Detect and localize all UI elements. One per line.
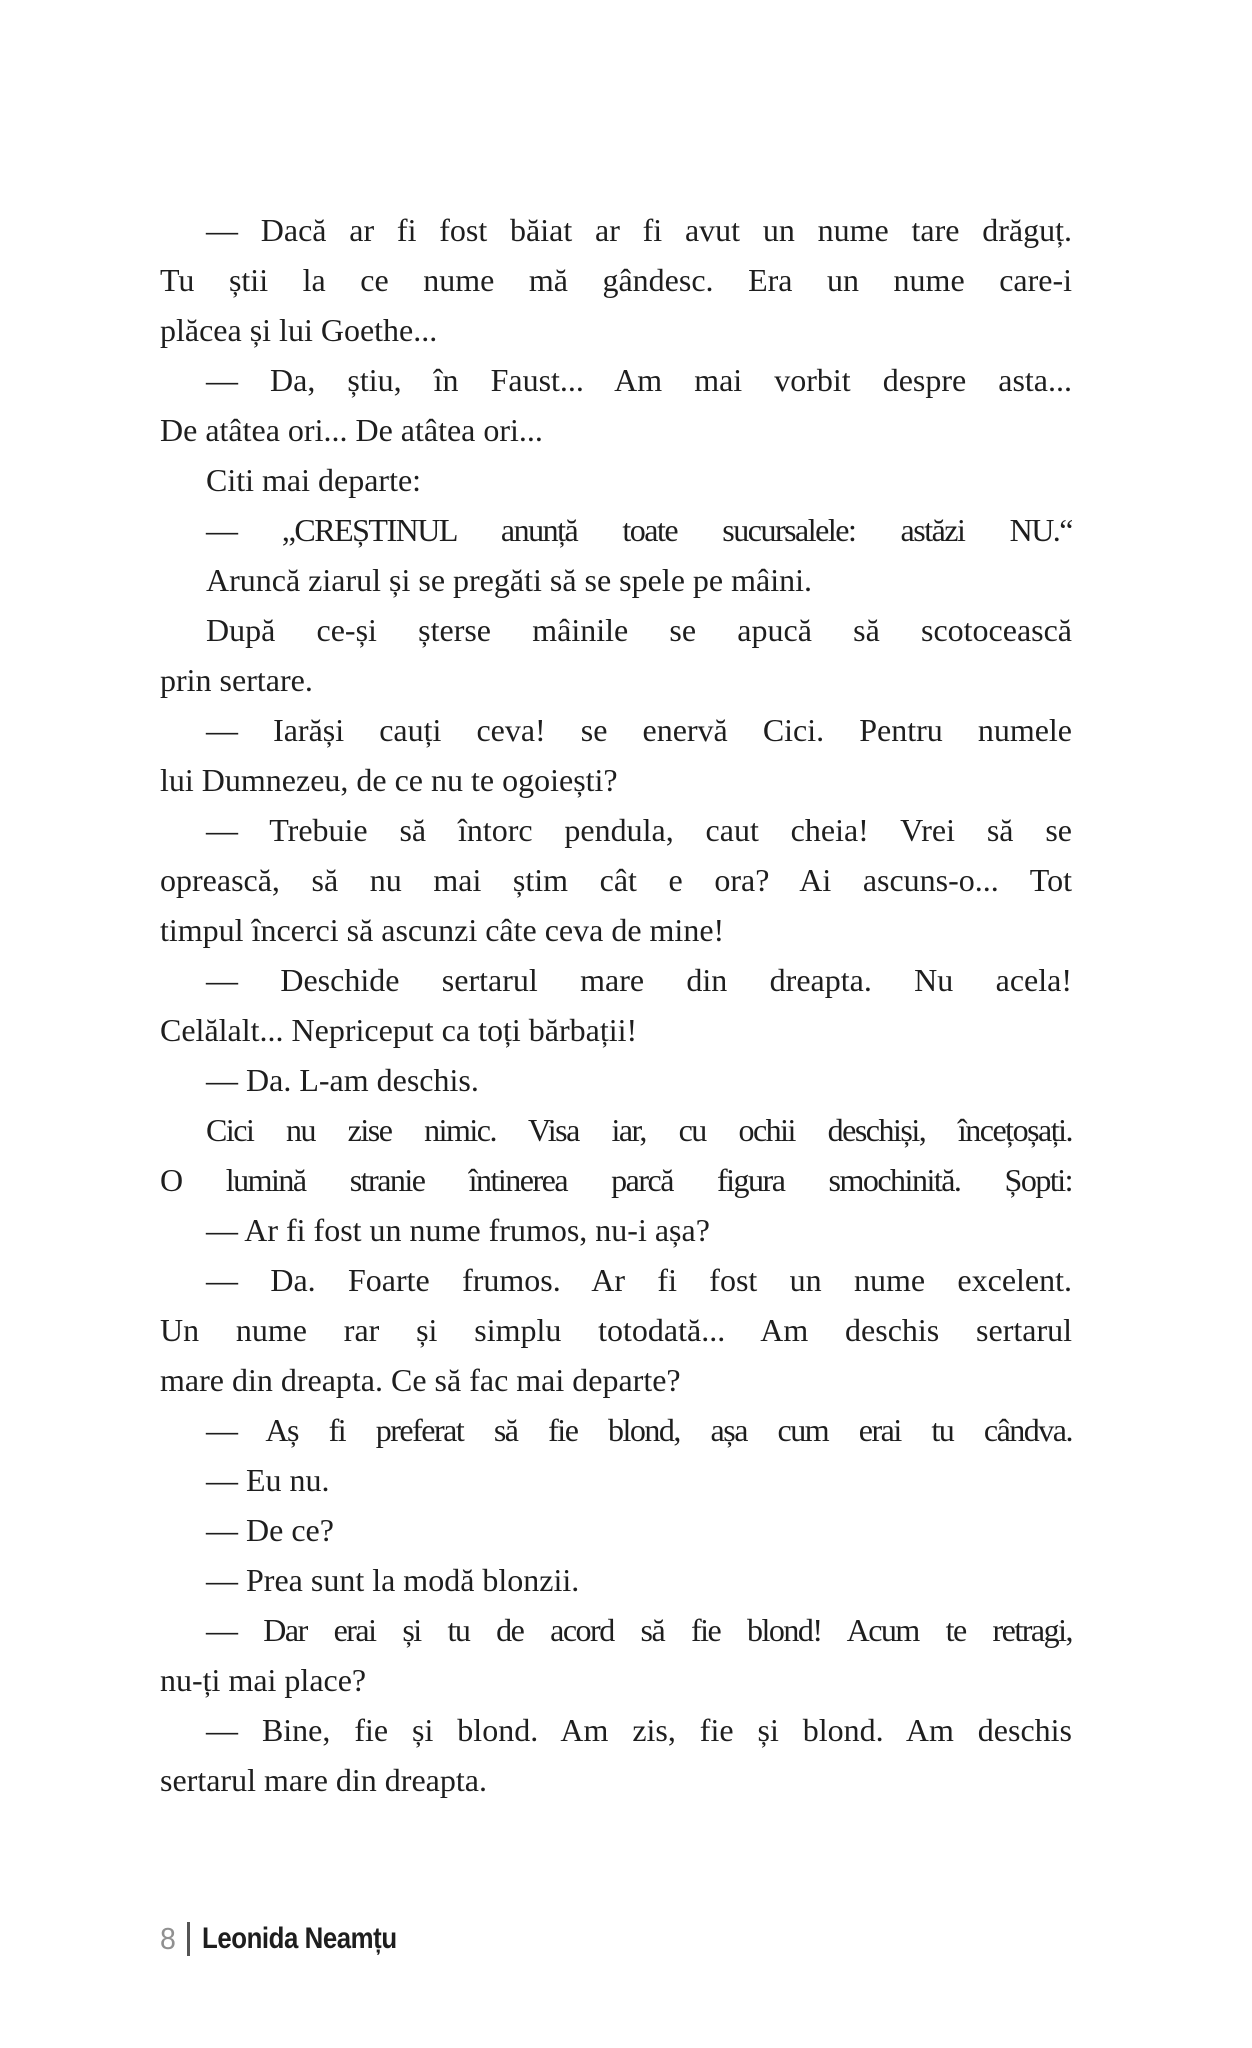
text-line: Un nume rar și simplu totodată... Am deschis sertarul — [160, 1312, 1072, 1348]
text-line: — Iarăși cauți ceva! se enervă Cici. Pentru numele — [206, 712, 1072, 748]
text-line: mare din dreapta. Ce să fac mai departe? — [160, 1362, 681, 1398]
text-line: Tu știi la ce nume mă gândesc. Era un nume care-i — [160, 262, 1072, 298]
body-text — [160, 205, 1072, 1805]
text-line: De atâtea ori... De atâtea ori... — [160, 412, 543, 448]
text-line: lui Dumnezeu, de ce nu te ogoiești? — [160, 762, 618, 798]
text-line: — Bine, fie și blond. Am zis, fie și blond. Am deschis — [206, 1712, 1072, 1748]
text-line: — Dar erai și tu de acord să fie blond! Acum te retragi, — [206, 1612, 1072, 1648]
text-line: — Da, știu, în Faust... Am mai vorbit despre asta... — [206, 362, 1072, 398]
text-line: — Da. L-am deschis. — [206, 1062, 479, 1098]
text-line: timpul încerci să ascunzi câte ceva de mine! — [160, 912, 725, 948]
page-number: 8 — [160, 1921, 176, 1956]
text-line: — Aș fi preferat să fie blond, așa cum erai tu cândva. — [206, 1412, 1072, 1448]
text-line: — Prea sunt la modă blonzii. — [206, 1562, 580, 1598]
text-line: Aruncă ziarul și se pregăti să se spele pe mâini. — [206, 562, 812, 598]
text-line: — „CREȘTINUL anunță toate sucursalele: astăzi NU.“ — [206, 512, 1072, 548]
text-line: plăcea și lui Goethe... — [160, 312, 438, 348]
text-line: — Ar fi fost un nume frumos, nu-i așa? — [206, 1212, 710, 1248]
footer-author: Leonida Neamțu — [202, 1922, 397, 1955]
text-line: oprească, să nu mai știm cât e ora? Ai ascuns-o... Tot — [160, 862, 1072, 898]
text-line: — Eu nu. — [206, 1462, 330, 1498]
text-line: — Dacă ar fi fost băiat ar fi avut un nume tare drăguț. — [206, 212, 1072, 248]
text-line: — De ce? — [206, 1512, 334, 1548]
text-line: sertarul mare din dreapta. — [160, 1762, 487, 1798]
text-line: Citi mai departe: — [206, 462, 422, 498]
text-line: Cici nu zise nimic. Visa iar, cu ochii deschiși, încețoșați. — [206, 1112, 1072, 1148]
text-line: O lumină stranie întinerea parcă figura smochinită. Șopti: — [160, 1162, 1072, 1198]
text-line: — Deschide sertarul mare din dreapta. Nu acela! — [206, 962, 1072, 998]
footer-divider — [187, 1922, 190, 1956]
text-line: — Da. Foarte frumos. Ar fi fost un nume excelent. — [206, 1262, 1072, 1298]
text-line: — Trebuie să întorc pendula, caut cheia! Vrei să se — [206, 812, 1072, 848]
page-footer — [160, 1918, 429, 1960]
text-line: Celălalt... Nepriceput ca toți bărbații! — [160, 1012, 638, 1048]
text-line: nu-ți mai place? — [160, 1662, 367, 1698]
text-line: prin sertare. — [160, 662, 313, 698]
text-line: După ce-și șterse mâinile se apucă să scotocească — [206, 612, 1072, 648]
